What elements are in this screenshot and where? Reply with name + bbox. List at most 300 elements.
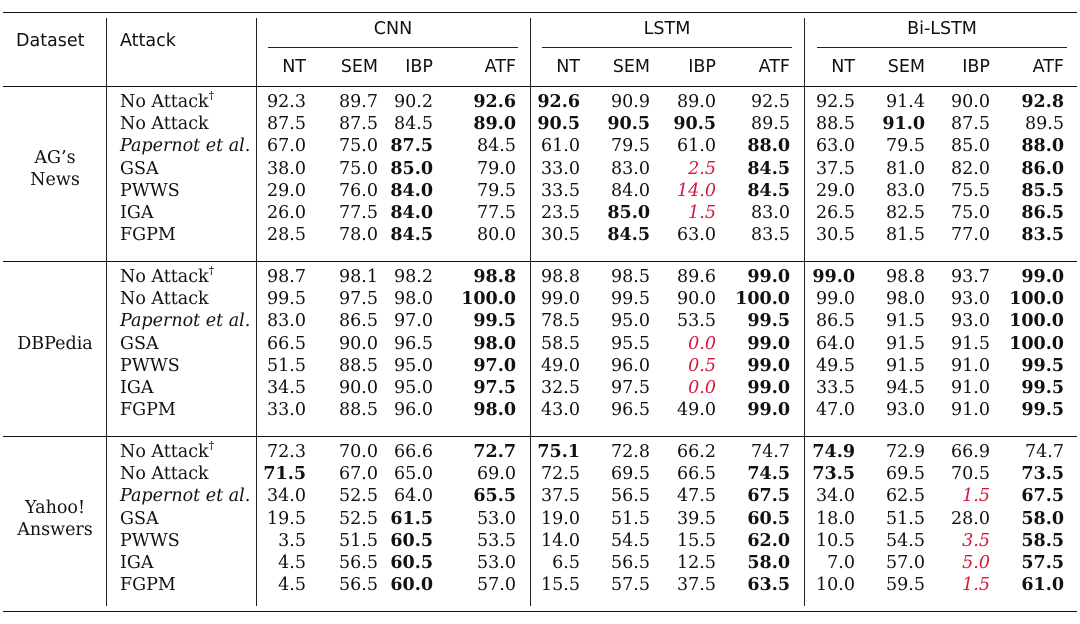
table-cell: 38.0 <box>267 158 306 179</box>
table-cell: 29.0 <box>816 180 855 201</box>
vsep-dataset <box>106 18 107 606</box>
table-cell: 83.0 <box>267 311 306 332</box>
table-cell: 92.6 <box>473 92 516 112</box>
table-cell: 72.9 <box>886 442 925 462</box>
attack-name: No Attack <box>120 114 209 135</box>
table-cell: 66.5 <box>267 333 306 354</box>
table-cell: 92.5 <box>751 92 790 112</box>
table-cell: 86.5 <box>816 311 855 332</box>
table-cell: 93.0 <box>951 289 990 310</box>
table-cell: 98.0 <box>886 289 925 310</box>
table-cell: 99.5 <box>1021 355 1064 376</box>
table-cell: 100.0 <box>735 289 790 310</box>
table-cell: 0.0 <box>688 378 716 398</box>
table-cell: 91.0 <box>951 355 990 376</box>
table-cell: 61.0 <box>677 136 716 157</box>
attack-label <box>120 377 154 399</box>
table-cell: 60.5 <box>390 553 433 573</box>
attack-name: IGA <box>120 203 154 223</box>
table-cell: 97.5 <box>339 289 378 310</box>
table-cell: 51.5 <box>886 508 925 529</box>
attack-label <box>120 158 159 180</box>
table-cell: 56.5 <box>339 575 378 596</box>
table-cell: 87.5 <box>390 136 433 157</box>
model-header-lstm: LSTM <box>643 19 691 39</box>
table-cell: 15.5 <box>541 575 580 596</box>
attack-label <box>120 399 176 421</box>
table-cell: 66.5 <box>677 464 716 485</box>
table-cell: 90.5 <box>607 114 650 135</box>
table-cell: 69.5 <box>886 464 925 485</box>
table-cell: 63.0 <box>677 225 716 246</box>
table-cell: 2.5 <box>688 158 716 179</box>
table-cell: 91.0 <box>951 378 990 398</box>
table-cell: 88.0 <box>747 136 790 157</box>
table-cell: 90.5 <box>673 114 716 135</box>
table-cell: 77.5 <box>477 203 516 223</box>
table-cell: 56.5 <box>339 553 378 573</box>
table-cell: 57.5 <box>611 575 650 596</box>
attack-name: FGPM <box>120 400 176 421</box>
table-cell: 75.0 <box>951 203 990 223</box>
table-cell: 67.0 <box>267 136 306 157</box>
table-cell: 19.0 <box>541 508 580 529</box>
attack-label <box>120 224 176 246</box>
table-cell: 98.0 <box>394 289 433 310</box>
table-cell: 84.0 <box>390 203 433 223</box>
attack-name: No Attack <box>120 289 209 310</box>
table-cell: 56.5 <box>611 553 650 573</box>
table-cell: 90.0 <box>339 378 378 398</box>
attack-label <box>120 266 214 288</box>
table-cell: 6.5 <box>552 553 580 573</box>
table-cell: 69.0 <box>477 464 516 485</box>
table-cell: 53.5 <box>677 311 716 332</box>
attack-name: No Attack <box>120 267 209 287</box>
table-cell: 67.5 <box>1021 486 1064 507</box>
table-cell: 90.5 <box>537 114 580 135</box>
table-cell: 51.5 <box>339 530 378 551</box>
table-cell: 89.5 <box>751 114 790 135</box>
table-cell: 37.5 <box>677 575 716 596</box>
table-cell: 95.5 <box>611 333 650 354</box>
table-cell: 64.0 <box>816 333 855 354</box>
table-cell: 62.0 <box>747 530 790 551</box>
table-cell: 77.5 <box>339 203 378 223</box>
group-rule-1 <box>3 261 1077 262</box>
table-cell: 81.5 <box>886 225 925 246</box>
defense-header: NT <box>556 57 580 77</box>
table-cell: 5.0 <box>962 553 990 573</box>
table-cell: 10.0 <box>816 575 855 596</box>
table-cell: 88.5 <box>339 355 378 376</box>
table-cell: 84.5 <box>394 114 433 135</box>
table-cell: 65.5 <box>473 486 516 507</box>
table-cell: 84.5 <box>747 158 790 179</box>
attack-header: Attack <box>120 31 176 51</box>
table-cell: 73.5 <box>1021 464 1064 485</box>
table-cell: 51.5 <box>611 508 650 529</box>
table-cell: 97.0 <box>394 311 433 332</box>
table-cell: 1.5 <box>962 486 990 507</box>
table-cell: 4.5 <box>278 553 306 573</box>
table-cell: 91.5 <box>886 311 925 332</box>
attack-name: IGA <box>120 553 154 573</box>
group-rule-2 <box>3 436 1077 437</box>
table-cell: 91.5 <box>886 355 925 376</box>
table-cell: 67.0 <box>339 464 378 485</box>
table-cell: 84.5 <box>747 180 790 201</box>
top-rule <box>3 12 1077 13</box>
table-cell: 60.5 <box>390 530 433 551</box>
table-cell: 86.0 <box>1021 158 1064 179</box>
table-cell: 70.5 <box>951 464 990 485</box>
table-cell: 33.5 <box>816 378 855 398</box>
table-cell: 99.5 <box>611 289 650 310</box>
table-cell: 92.5 <box>816 92 855 112</box>
table-cell: 30.5 <box>816 225 855 246</box>
table-cell: 91.5 <box>886 333 925 354</box>
table-cell: 85.0 <box>607 203 650 223</box>
attack-name: GSA <box>120 508 159 529</box>
table-cell: 18.0 <box>816 508 855 529</box>
table-cell: 99.0 <box>1021 267 1064 287</box>
attack-name: PWWS <box>120 180 180 201</box>
table-cell: 58.5 <box>541 333 580 354</box>
table-cell: 98.5 <box>611 267 650 287</box>
table-cell: 66.9 <box>951 442 990 462</box>
table-cell: 78.0 <box>339 225 378 246</box>
table-cell: 97.5 <box>473 378 516 398</box>
defense-header: NT <box>282 57 306 77</box>
table-cell: 4.5 <box>278 575 306 596</box>
table-cell: 26.5 <box>816 203 855 223</box>
table-cell: 95.0 <box>394 355 433 376</box>
table-cell: 52.5 <box>339 486 378 507</box>
table-cell: 99.5 <box>1021 400 1064 421</box>
table-cell: 91.0 <box>882 114 925 135</box>
attack-label <box>120 463 209 485</box>
table-cell: 99.0 <box>747 378 790 398</box>
table-cell: 84.0 <box>390 180 433 201</box>
table-cell: 99.0 <box>541 289 580 310</box>
table-cell: 71.5 <box>263 464 306 485</box>
table-cell: 86.5 <box>1021 203 1064 223</box>
table-cell: 57.0 <box>477 575 516 596</box>
table-cell: 99.5 <box>267 289 306 310</box>
table-cell: 59.5 <box>886 575 925 596</box>
table-cell: 32.5 <box>541 378 580 398</box>
table-cell: 82.5 <box>886 203 925 223</box>
table-cell: 66.2 <box>677 442 716 462</box>
table-cell: 54.5 <box>886 530 925 551</box>
table-cell: 95.0 <box>394 378 433 398</box>
table-cell: 100.0 <box>1009 289 1064 310</box>
table-cell: 62.5 <box>886 486 925 507</box>
table-cell: 34.0 <box>816 486 855 507</box>
table-cell: 29.0 <box>267 180 306 201</box>
table-cell: 90.0 <box>339 333 378 354</box>
table-cell: 80.0 <box>477 225 516 246</box>
attack-name: FGPM <box>120 575 176 596</box>
cnn-underline <box>268 47 518 48</box>
table-cell: 75.1 <box>537 442 580 462</box>
table-cell: 91.0 <box>951 400 990 421</box>
defense-header: IBP <box>688 57 716 77</box>
table-cell: 14.0 <box>677 180 716 201</box>
table-cell: 65.0 <box>394 464 433 485</box>
table-cell: 83.5 <box>751 225 790 246</box>
table-cell: 88.0 <box>1021 136 1064 157</box>
table-cell: 58.5 <box>1021 530 1064 551</box>
table-cell: 75.0 <box>339 158 378 179</box>
attack-label <box>120 355 180 377</box>
table-cell: 58.0 <box>1021 508 1064 529</box>
bottom-rule <box>3 611 1077 612</box>
table-cell: 60.0 <box>390 575 433 596</box>
table-cell: 79.5 <box>477 180 516 201</box>
table-cell: 84.5 <box>477 136 516 157</box>
table-cell: 10.5 <box>816 530 855 551</box>
table-cell: 88.5 <box>816 114 855 135</box>
table-cell: 98.1 <box>339 267 378 287</box>
table-cell: 84.0 <box>611 180 650 201</box>
table-cell: 90.2 <box>394 92 433 112</box>
model-header-bilstm: Bi-LSTM <box>907 19 977 39</box>
attack-label <box>120 574 176 596</box>
table-cell: 72.3 <box>267 442 306 462</box>
attack-label <box>120 91 214 113</box>
table-cell: 34.5 <box>267 378 306 398</box>
table-cell: 98.0 <box>473 400 516 421</box>
table-cell: 94.5 <box>886 378 925 398</box>
table-cell: 63.5 <box>747 575 790 596</box>
table-cell: 89.0 <box>473 114 516 135</box>
table-cell: 99.5 <box>747 311 790 332</box>
model-header-cnn: CNN <box>373 19 413 39</box>
table-cell: 28.0 <box>951 508 990 529</box>
table-cell: 0.0 <box>688 333 716 354</box>
table-cell: 89.7 <box>339 92 378 112</box>
table-cell: 39.5 <box>677 508 716 529</box>
attack-label <box>120 530 180 552</box>
table-cell: 3.5 <box>962 530 990 551</box>
table-cell: 61.5 <box>390 508 433 529</box>
table-cell: 85.0 <box>951 136 990 157</box>
table-cell: 74.7 <box>751 442 790 462</box>
table-cell: 100.0 <box>1009 311 1064 332</box>
table-cell: 92.8 <box>1021 92 1064 112</box>
table-cell: 53.5 <box>477 530 516 551</box>
table-cell: 51.5 <box>267 355 306 376</box>
dagger-mark: † <box>208 264 215 278</box>
dagger-mark: † <box>208 89 215 103</box>
attack-name: PWWS <box>120 355 180 376</box>
table-cell: 79.0 <box>477 158 516 179</box>
attack-label <box>120 180 180 202</box>
table-cell: 70.0 <box>339 442 378 462</box>
attack-name: GSA <box>120 158 159 179</box>
table-cell: 90.0 <box>951 92 990 112</box>
table-cell: 77.0 <box>951 225 990 246</box>
attack-name: No Attack <box>120 442 209 462</box>
table-cell: 79.5 <box>611 136 650 157</box>
table-cell: 96.0 <box>394 400 433 421</box>
table-cell: 54.5 <box>611 530 650 551</box>
table-cell: 87.5 <box>267 114 306 135</box>
defense-header: NT <box>831 57 855 77</box>
table-cell: 19.5 <box>267 508 306 529</box>
table-cell: 93.0 <box>951 311 990 332</box>
table-cell: 69.5 <box>611 464 650 485</box>
table-cell: 89.6 <box>677 267 716 287</box>
table-cell: 99.0 <box>816 289 855 310</box>
table-cell: 93.0 <box>886 400 925 421</box>
table-cell: 72.8 <box>611 442 650 462</box>
table-cell: 98.8 <box>473 267 516 287</box>
table-cell: 1.5 <box>962 575 990 596</box>
attack-name: No Attack <box>120 464 209 485</box>
table-cell: 15.5 <box>677 530 716 551</box>
table-cell: 61.0 <box>1021 575 1064 596</box>
defense-header: ATF <box>758 57 790 77</box>
table-cell: 79.5 <box>886 136 925 157</box>
table-cell: 89.5 <box>1025 114 1064 135</box>
dataset-label: Yahoo! <box>24 497 85 518</box>
table-cell: 97.5 <box>611 378 650 398</box>
table-cell: 78.5 <box>541 311 580 332</box>
attack-name: Papernot et al. <box>120 486 251 507</box>
table-cell: 86.5 <box>339 311 378 332</box>
table-cell: 30.5 <box>541 225 580 246</box>
table-cell: 84.5 <box>607 225 650 246</box>
defense-header: IBP <box>962 57 990 77</box>
table-cell: 85.0 <box>390 158 433 179</box>
table-cell: 33.0 <box>541 158 580 179</box>
table-cell: 82.0 <box>951 158 990 179</box>
table-cell: 67.5 <box>747 486 790 507</box>
table-cell: 49.0 <box>677 400 716 421</box>
table-cell: 72.7 <box>473 442 516 462</box>
table-cell: 91.4 <box>886 92 925 112</box>
attack-label <box>120 508 159 530</box>
table-cell: 52.5 <box>339 508 378 529</box>
table-cell: 99.5 <box>1021 378 1064 398</box>
defense-header: ATF <box>1032 57 1064 77</box>
attack-name: PWWS <box>120 530 180 551</box>
table-cell: 1.5 <box>688 203 716 223</box>
dataset-label: Answers <box>17 519 93 540</box>
table-cell: 87.5 <box>339 114 378 135</box>
defense-header: SEM <box>887 57 925 77</box>
attack-name: IGA <box>120 378 154 398</box>
attack-label <box>120 202 154 224</box>
table-cell: 34.0 <box>267 486 306 507</box>
table-cell: 96.0 <box>611 355 650 376</box>
table-cell: 26.0 <box>267 203 306 223</box>
dataset-label: News <box>30 169 80 190</box>
table-cell: 99.0 <box>747 267 790 287</box>
table-cell: 0.5 <box>688 355 716 376</box>
table-cell: 23.5 <box>541 203 580 223</box>
attack-label <box>120 441 214 463</box>
table-cell: 7.0 <box>827 553 855 573</box>
table-cell: 81.0 <box>886 158 925 179</box>
table-cell: 84.5 <box>390 225 433 246</box>
table-cell: 90.0 <box>677 289 716 310</box>
table-cell: 14.0 <box>541 530 580 551</box>
dagger-mark: † <box>208 439 215 453</box>
defense-header: SEM <box>612 57 650 77</box>
table-cell: 90.9 <box>611 92 650 112</box>
defense-header: SEM <box>340 57 378 77</box>
table-cell: 49.5 <box>816 355 855 376</box>
table-cell: 100.0 <box>461 289 516 310</box>
table-cell: 91.5 <box>951 333 990 354</box>
table-cell: 99.0 <box>812 267 855 287</box>
table-cell: 99.0 <box>747 355 790 376</box>
table-cell: 95.0 <box>611 311 650 332</box>
dataset-label: DBPedia <box>17 333 93 354</box>
table-cell: 57.0 <box>886 553 925 573</box>
attack-label <box>120 288 209 310</box>
table-cell: 76.0 <box>339 180 378 201</box>
table-cell: 99.5 <box>473 311 516 332</box>
table-cell: 58.0 <box>747 553 790 573</box>
table-cell: 53.0 <box>477 508 516 529</box>
table-cell: 83.0 <box>611 158 650 179</box>
table-cell: 99.0 <box>747 400 790 421</box>
table-cell: 74.7 <box>1025 442 1064 462</box>
table-cell: 3.5 <box>278 530 306 551</box>
table-cell: 64.0 <box>394 486 433 507</box>
table-cell: 47.0 <box>816 400 855 421</box>
table-cell: 85.5 <box>1021 180 1064 201</box>
table-cell: 97.0 <box>473 355 516 376</box>
table-cell: 88.5 <box>339 400 378 421</box>
table-cell: 43.0 <box>541 400 580 421</box>
table-cell: 33.0 <box>267 400 306 421</box>
table-cell: 100.0 <box>1009 333 1064 354</box>
table-cell: 93.7 <box>951 267 990 287</box>
table-cell: 72.5 <box>541 464 580 485</box>
table-cell: 66.6 <box>394 442 433 462</box>
dataset-label: AG’s <box>34 147 76 168</box>
attack-label <box>120 552 154 574</box>
table-cell: 83.5 <box>1021 225 1064 246</box>
attack-name: Papernot et al. <box>120 136 251 157</box>
table-cell: 98.8 <box>541 267 580 287</box>
table-cell: 83.0 <box>886 180 925 201</box>
table-cell: 98.0 <box>473 333 516 354</box>
dataset-header: Dataset <box>16 31 85 51</box>
table-cell: 49.0 <box>541 355 580 376</box>
attack-name: GSA <box>120 333 159 354</box>
defense-header: ATF <box>484 57 516 77</box>
table-cell: 92.3 <box>267 92 306 112</box>
table-cell: 63.0 <box>816 136 855 157</box>
table-cell: 12.5 <box>677 553 716 573</box>
table-cell: 53.0 <box>477 553 516 573</box>
table-cell: 56.5 <box>611 486 650 507</box>
table-cell: 74.5 <box>747 464 790 485</box>
defense-header: IBP <box>405 57 433 77</box>
table-cell: 98.8 <box>886 267 925 287</box>
table-cell: 83.0 <box>751 203 790 223</box>
attack-label <box>120 333 159 355</box>
table-cell: 89.0 <box>677 92 716 112</box>
attack-name: Papernot et al. <box>120 311 251 332</box>
